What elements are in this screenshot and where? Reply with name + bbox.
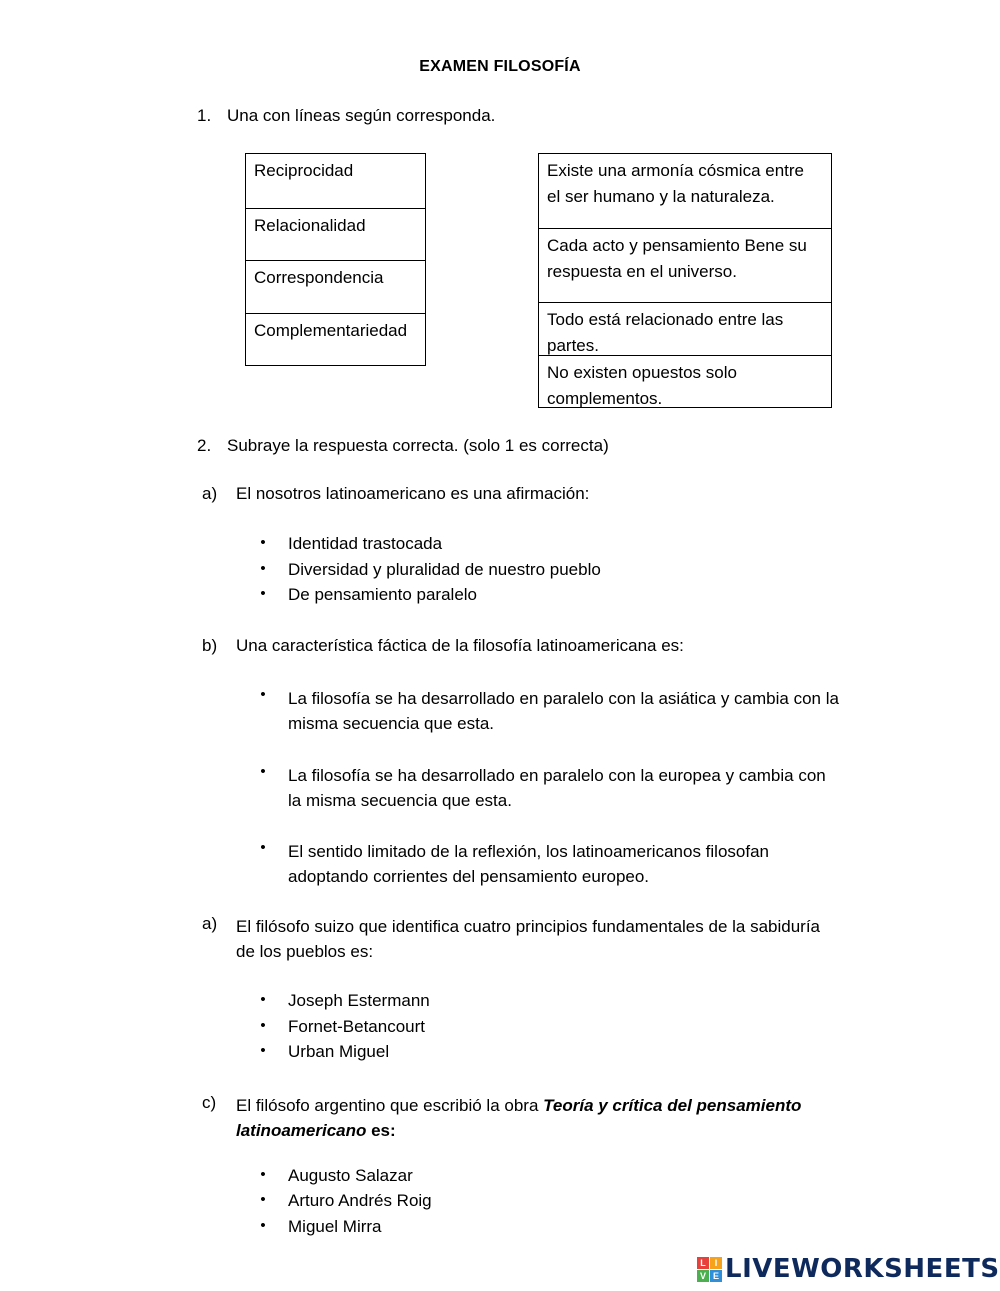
right-definition-cell[interactable] — [539, 154, 831, 228]
bullet: • — [260, 585, 266, 602]
question-1-text: Una con líneas según corresponda. — [227, 106, 496, 125]
question-line: El filósofo suizo que identifica cuatro principios fundamentales de la sabiduría — [236, 917, 821, 936]
liveworksheets-logo — [697, 1252, 1000, 1286]
bullet: • — [260, 1191, 266, 1208]
option-a-1[interactable]: Identidad trastocada — [288, 534, 443, 553]
logo-letter: L — [697, 1257, 709, 1269]
item-b-label: b) — [202, 636, 218, 655]
option-b-1[interactable] — [288, 686, 839, 736]
item-b-text: Una característica fáctica de la filosofía latinoamericana es: — [236, 636, 684, 655]
bullet: • — [260, 1166, 266, 1183]
definition-line: el ser humano y la naturaleza. — [547, 187, 775, 206]
option-a2-2[interactable]: Fornet-Betancourt — [288, 1017, 426, 1036]
option-a2-3[interactable]: Urban Miguel — [288, 1042, 390, 1061]
question-text: es: — [366, 1121, 396, 1140]
bullet: • — [260, 534, 266, 551]
question-text: El filósofo argentino que escribió la obra — [236, 1096, 544, 1115]
option-line: misma secuencia que esta. — [288, 714, 494, 733]
option-a-2[interactable]: Diversidad y pluralidad de nuestro pueblo — [288, 560, 601, 579]
logo-text: LIVEWORKSHEETS — [725, 1254, 1000, 1284]
option-a-3[interactable]: De pensamiento paralelo — [288, 585, 478, 604]
option-line: La filosofía se ha desarrollado en paralelo con la asiática y cambia con la — [288, 689, 839, 708]
item-a2-text — [236, 914, 820, 964]
option-line: El sentido limitado de la reflexión, los latinoamericanos filosofan — [288, 842, 769, 861]
definition-line: Todo está relacionado entre las — [547, 310, 784, 329]
right-definition-cell[interactable] — [539, 302, 831, 355]
definition-line: respuesta en el universo. — [547, 262, 737, 281]
question-2-number: 2. — [197, 436, 212, 455]
question-2-text: Subraye la respuesta correcta. (solo 1 es correcta) — [227, 436, 609, 455]
question-1-number: 1. — [197, 106, 212, 125]
option-line: La filosofía se ha desarrollado en paralelo con la europea y cambia con — [288, 766, 826, 785]
option-line: adoptando corrientes del pensamiento europeo. — [288, 867, 650, 886]
question-line: de los pueblos es: — [236, 942, 374, 961]
bullet: • — [260, 763, 266, 780]
bullet: • — [260, 1217, 266, 1234]
work-title: latinoamericano — [236, 1121, 367, 1140]
logo-mark-icon — [697, 1257, 722, 1282]
right-definition-cell[interactable] — [539, 228, 831, 302]
bullet: • — [260, 1042, 266, 1059]
item-c-label: c) — [202, 1093, 217, 1112]
option-b-3[interactable] — [288, 839, 769, 889]
work-title: Teoría y crítica del pensamiento — [543, 1096, 802, 1115]
left-concept-cell[interactable]: Complementariedad — [246, 313, 425, 367]
page-title: EXAMEN FILOSOFÍA — [419, 58, 581, 75]
option-a2-1[interactable]: Joseph Estermann — [288, 991, 430, 1010]
bullet: • — [260, 991, 266, 1008]
definition-line: complementos. — [547, 389, 663, 408]
item-a2-label: a) — [202, 914, 218, 933]
logo-letter: V — [697, 1270, 709, 1282]
item-a-label: a) — [202, 484, 218, 503]
item-a-text: El nosotros latinoamericano es una afirmación: — [236, 484, 590, 503]
definition-line: Existe una armonía cósmica entre — [547, 161, 805, 180]
item-c-text — [236, 1093, 801, 1143]
left-concepts-table — [245, 153, 426, 366]
option-line: la misma secuencia que esta. — [288, 791, 512, 810]
right-definitions-table — [538, 153, 832, 408]
right-definition-cell[interactable] — [539, 355, 831, 409]
left-concept-cell[interactable]: Correspondencia — [246, 260, 425, 313]
bullet: • — [260, 1017, 266, 1034]
bullet: • — [260, 560, 266, 577]
left-concept-cell[interactable]: Reciprocidad — [254, 161, 354, 180]
option-c-2[interactable]: Arturo Andrés Roig — [288, 1191, 432, 1210]
bullet: • — [260, 839, 266, 856]
option-c-3[interactable]: Miguel Mirra — [288, 1217, 382, 1236]
definition-line: Cada acto y pensamiento Bene su — [547, 236, 807, 255]
logo-letter: I — [710, 1257, 722, 1269]
bullet: • — [260, 686, 266, 703]
option-b-2[interactable] — [288, 763, 826, 813]
definition-line: partes. — [547, 336, 599, 355]
option-c-1[interactable]: Augusto Salazar — [288, 1166, 413, 1185]
definition-line: No existen opuestos solo — [547, 363, 737, 382]
left-concept-cell[interactable]: Relacionalidad — [246, 208, 425, 261]
logo-letter: E — [710, 1270, 722, 1282]
